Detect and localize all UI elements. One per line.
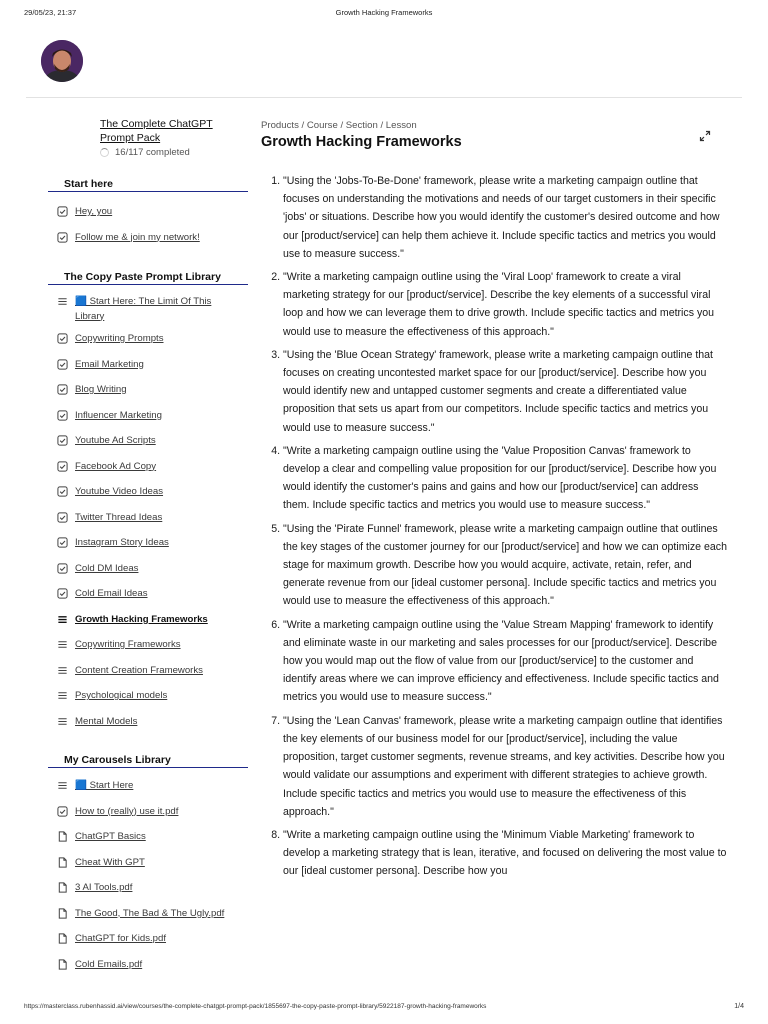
list-icon: [57, 639, 68, 650]
sidebar-item-cold-email-ideas[interactable]: [48, 587, 248, 602]
sidebar-item-label: Cheat With GPT: [75, 856, 145, 868]
sidebar-item-influencer-marketing[interactable]: [48, 409, 248, 424]
check-icon: [57, 512, 68, 523]
sidebar-item-twitter-thread-ideas[interactable]: [48, 511, 248, 526]
sidebar-item-label: Content Creation Frameworks: [75, 664, 203, 676]
sidebar-item-label: Cold Emails.pdf: [75, 958, 143, 970]
file-icon: [57, 933, 68, 944]
sidebar-item-label: Mental Models: [75, 715, 138, 727]
section-my-carousels-library: [48, 754, 248, 972]
file-icon: [57, 908, 68, 919]
prompt-item: 2. "Write a marketing campaign outline using the 'Viral Loop' framework to create a viral marketing strategy for our [product/service]. Describe the key elements of a successful viral loop and how we can leverage them to drive growth. Include specific tactics and metrics you would use to measure the effectiveness of this approach.": [283, 268, 727, 341]
prompt-list: [261, 172, 727, 881]
sidebar-item-chatgpt-basics[interactable]: [48, 830, 248, 845]
sidebar-item-label: Influencer Marketing: [75, 409, 162, 421]
list-icon: [57, 665, 68, 676]
prompt-item: 1. "Using the 'Jobs-To-Be-Done' framework, please write a marketing campaign outline that focuses on understanding the motivations and needs of our target customers in their specific 'jobs' or situations. Describe how you would identify the customer's desired outcome and how our [product/service] can help them achieve it. Include specific tactics and metrics you would use to measure success.": [283, 172, 727, 263]
course-progress: [100, 147, 240, 158]
expand-icon[interactable]: [699, 130, 711, 142]
check-icon: [57, 333, 68, 344]
section-title[interactable]: My Carousels Library: [48, 754, 248, 768]
check-icon: [57, 806, 68, 817]
file-icon: [57, 882, 68, 893]
sidebar-item-copywriting-prompts[interactable]: [48, 332, 248, 347]
list-icon: [57, 690, 68, 701]
sidebar-item-mental-models[interactable]: [48, 715, 248, 730]
file-icon: [57, 831, 68, 842]
page-number: 1/4: [734, 1003, 744, 1010]
print-url: https://masterclass.rubenhassid.ai/view/courses/the-complete-chatgpt-prompt-pack/1855697-the-copy-paste-prompt-library/5922187-growth-hacking-frameworks: [24, 1003, 487, 1010]
check-icon: [57, 232, 68, 243]
sidebar-item-label: Psychological models: [75, 690, 168, 701]
page-title: Growth Hacking Frameworks: [261, 134, 462, 150]
list-icon: [57, 296, 68, 307]
sidebar-item-label: Facebook Ad Copy: [75, 460, 157, 472]
prompt-item: 8. "Write a marketing campaign outline using the 'Minimum Viable Marketing' framework to develop a marketing strategy that is lean, iterative, and focused on delivering the most value to our [ideal customer persona]. Describe how you: [283, 826, 727, 881]
progress-ring-icon: [100, 148, 109, 157]
sidebar-item-label: Follow me & join my network!: [75, 231, 200, 243]
print-header: [24, 8, 744, 22]
check-icon: [57, 461, 68, 472]
check-icon: [57, 486, 68, 497]
prompt-item: 3. "Using the 'Blue Ocean Strategy' framework, please write a marketing campaign outline that focuses on creating uncontested market space for our [product/service]. Describe how you would identify new and untapped customer segments and create a differentiated value proposition that sets us apart from our competitors. Include specific tactics and metrics you would use to measure success.": [283, 346, 727, 437]
sidebar-item-start-here-limit[interactable]: [48, 295, 248, 324]
list-icon: [57, 716, 68, 727]
sidebar-item-label: Hey, you: [75, 206, 113, 217]
sidebar-item-label: Twitter Thread Ideas: [75, 511, 163, 523]
sidebar-item-label: 🟦 Start Here: [75, 780, 134, 791]
check-icon: [57, 359, 68, 370]
sidebar-item-how-to-use-it[interactable]: [48, 805, 248, 820]
sidebar-item-label: 3 AI Tools.pdf: [75, 882, 133, 893]
sidebar-item-cold-dm-ideas[interactable]: [48, 562, 248, 577]
sidebar-item-follow-me[interactable]: [48, 231, 248, 246]
sidebar-item-good-bad-ugly[interactable]: [48, 907, 248, 922]
sidebar-item-label: How to (really) use it.pdf: [75, 805, 179, 817]
check-icon: [57, 384, 68, 395]
sidebar-item-content-creation-frameworks[interactable]: [48, 664, 248, 679]
sidebar-item-cold-emails[interactable]: [48, 958, 248, 973]
course-info: [100, 118, 240, 158]
check-icon: [57, 588, 68, 599]
avatar[interactable]: [41, 40, 83, 82]
sidebar-item-label: ChatGPT Basics: [75, 831, 146, 842]
course-title-link[interactable]: The Complete ChatGPT Prompt Pack: [100, 118, 213, 144]
file-icon: [57, 959, 68, 970]
check-icon: [57, 206, 68, 217]
sidebar-item-youtube-ad-scripts[interactable]: [48, 434, 248, 449]
progress-text: 16/117 completed: [115, 147, 190, 158]
sidebar-item-carousels-start-here[interactable]: [48, 779, 248, 794]
sidebar-item-chatgpt-for-kids[interactable]: [48, 932, 248, 947]
sidebar-item-label: 🟦 Start Here: The Limit Of This Library: [75, 296, 212, 322]
sidebar: [48, 178, 248, 972]
sidebar-item-3-ai-tools[interactable]: [48, 881, 248, 896]
sidebar-item-email-marketing[interactable]: [48, 358, 248, 373]
prompt-item: 4. "Write a marketing campaign outline using the 'Value Proposition Canvas' framework to develop a clear and compelling value proposition for our [product/service]. Describe how you would identify the customer's pains and gains and how our [product/service] can address them. Include specific tactics and metrics you would use to measure success.": [283, 442, 727, 515]
sidebar-item-growth-hacking-frameworks[interactable]: [48, 613, 248, 628]
print-footer: [24, 1003, 744, 1013]
prompt-item: 7. "Using the 'Lean Canvas' framework, please write a marketing campaign outline that identifies the key elements of our business model for our [product/service], including the value proposition, target customer segments, revenue streams, and key activities. Describe how you would validate our assumptions and experiment with different strategies to achieve growth. Include specific tactics and metrics you would use to measure the effectiveness of this approach.": [283, 712, 727, 821]
sidebar-item-label: Blog Writing: [75, 384, 127, 395]
sidebar-item-blog-writing[interactable]: [48, 383, 248, 398]
print-title: Growth Hacking Frameworks: [335, 8, 433, 17]
sidebar-item-hey-you[interactable]: [48, 205, 248, 220]
sidebar-item-label: Youtube Ad Scripts: [75, 435, 156, 446]
sidebar-item-label: ChatGPT for Kids.pdf: [75, 933, 167, 944]
sidebar-item-copywriting-frameworks[interactable]: [48, 638, 248, 653]
list-icon: [57, 780, 68, 791]
section-title[interactable]: Start here: [48, 178, 248, 192]
check-icon: [57, 410, 68, 421]
check-icon: [57, 537, 68, 548]
breadcrumb[interactable]: Products / Course / Section / Lesson: [261, 120, 417, 131]
sidebar-item-psychological-models[interactable]: [48, 689, 248, 704]
profile-photo-icon: [41, 40, 83, 82]
file-icon: [57, 857, 68, 868]
sidebar-item-label: Growth Hacking Frameworks: [75, 613, 208, 625]
section-copy-paste-prompt-library: [48, 271, 248, 729]
section-title[interactable]: The Copy Paste Prompt Library: [48, 271, 248, 285]
sidebar-item-cheat-with-gpt[interactable]: [48, 856, 248, 871]
sidebar-item-label: Email Marketing: [75, 358, 144, 370]
prompt-item: 6. "Write a marketing campaign outline using the 'Value Stream Mapping' framework to identify and eliminate waste in our marketing and sales processes for our [product/service]. Describe how you would map out the flow of value from our [product/service] to the customer and identify areas where we can improve efficiency and effectiveness. Include specific tactics and metrics you would use to measure success.": [283, 616, 727, 707]
sidebar-item-youtube-video-ideas[interactable]: [48, 485, 248, 500]
sidebar-item-label: Copywriting Prompts: [75, 333, 164, 344]
check-icon: [57, 435, 68, 446]
sidebar-item-label: Cold Email Ideas: [75, 588, 148, 599]
section-start-here: [48, 178, 248, 245]
sidebar-item-label: Copywriting Frameworks: [75, 639, 181, 650]
prompt-item: 5. "Using the 'Pirate Funnel' framework, please write a marketing campaign outline that outlines the key stages of the customer journey for our [product/service] and how we can optimize each stage for maximum growth. Describe how you would acquire, activate, retain, refer, and generate revenue from our [ideal customer persona]. Include specific tactics and metrics you would use to measure the effectiveness of this approach.": [283, 520, 727, 611]
print-date: 29/05/23, 21:37: [24, 8, 77, 17]
sidebar-item-label: Instagram Story Ideas: [75, 537, 169, 548]
sidebar-item-label: Youtube Video Ideas: [75, 486, 164, 497]
check-icon: [57, 563, 68, 574]
header-divider: [26, 97, 742, 98]
lesson-content: [261, 172, 727, 886]
sidebar-item-instagram-story-ideas[interactable]: [48, 536, 248, 551]
sidebar-item-label: Cold DM Ideas: [75, 562, 139, 574]
sidebar-item-facebook-ad-copy[interactable]: [48, 460, 248, 475]
sidebar-item-label: The Good, The Bad & The Ugly.pdf: [75, 907, 225, 919]
list-icon: [57, 614, 68, 625]
